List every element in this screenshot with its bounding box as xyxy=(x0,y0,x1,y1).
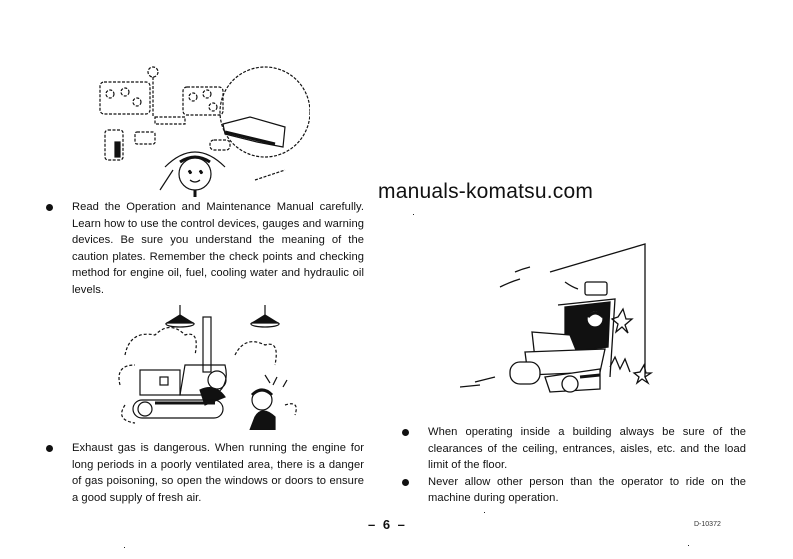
page-number: – 6 – xyxy=(368,517,407,532)
scan-speck xyxy=(413,214,414,215)
document-code: D-10372 xyxy=(694,521,721,528)
bullet-item-exhaust-gas xyxy=(46,440,364,506)
bullet-item-no-riders xyxy=(402,474,746,507)
left-paragraph-1 xyxy=(46,199,364,299)
bullet-item-building-clearance xyxy=(402,424,746,474)
bullet-text: Exhaust gas is dangerous. When running the engine for long periods in a poorly ventilated area, there is a danger of gas poisoning, so open the windows or doors to ensure a good supply of fresh air. xyxy=(72,442,364,504)
bullet-text: Read the Operation and Maintenance Manual carefully. Learn how to use the control devices, gauges and warning devices. Be sure you understand the meaning of the caution plates. Remember the check points and checking method for engine oil, fuel, cooling water and hydraulic oil levels. xyxy=(72,201,364,296)
bullet-item-read-manual xyxy=(46,199,364,299)
right-paragraphs xyxy=(402,424,746,507)
watermark: manuals-komatsu.com xyxy=(378,180,594,203)
scan-speck xyxy=(688,545,689,546)
exhaust-gas-illustration xyxy=(115,305,310,430)
scan-speck xyxy=(124,547,125,548)
operator-manual-illustration xyxy=(95,62,310,197)
left-paragraph-2 xyxy=(46,440,364,506)
scan-speck xyxy=(484,512,485,513)
bullet-text: Never allow other person than the operator to ride on the machine during operation. xyxy=(428,475,746,505)
building-clearance-illustration xyxy=(460,237,680,397)
bullet-text: When operating inside a building always be sure of the clearances of the ceiling, entrances, aisles, etc. and the load limit of the floor. xyxy=(428,426,746,472)
